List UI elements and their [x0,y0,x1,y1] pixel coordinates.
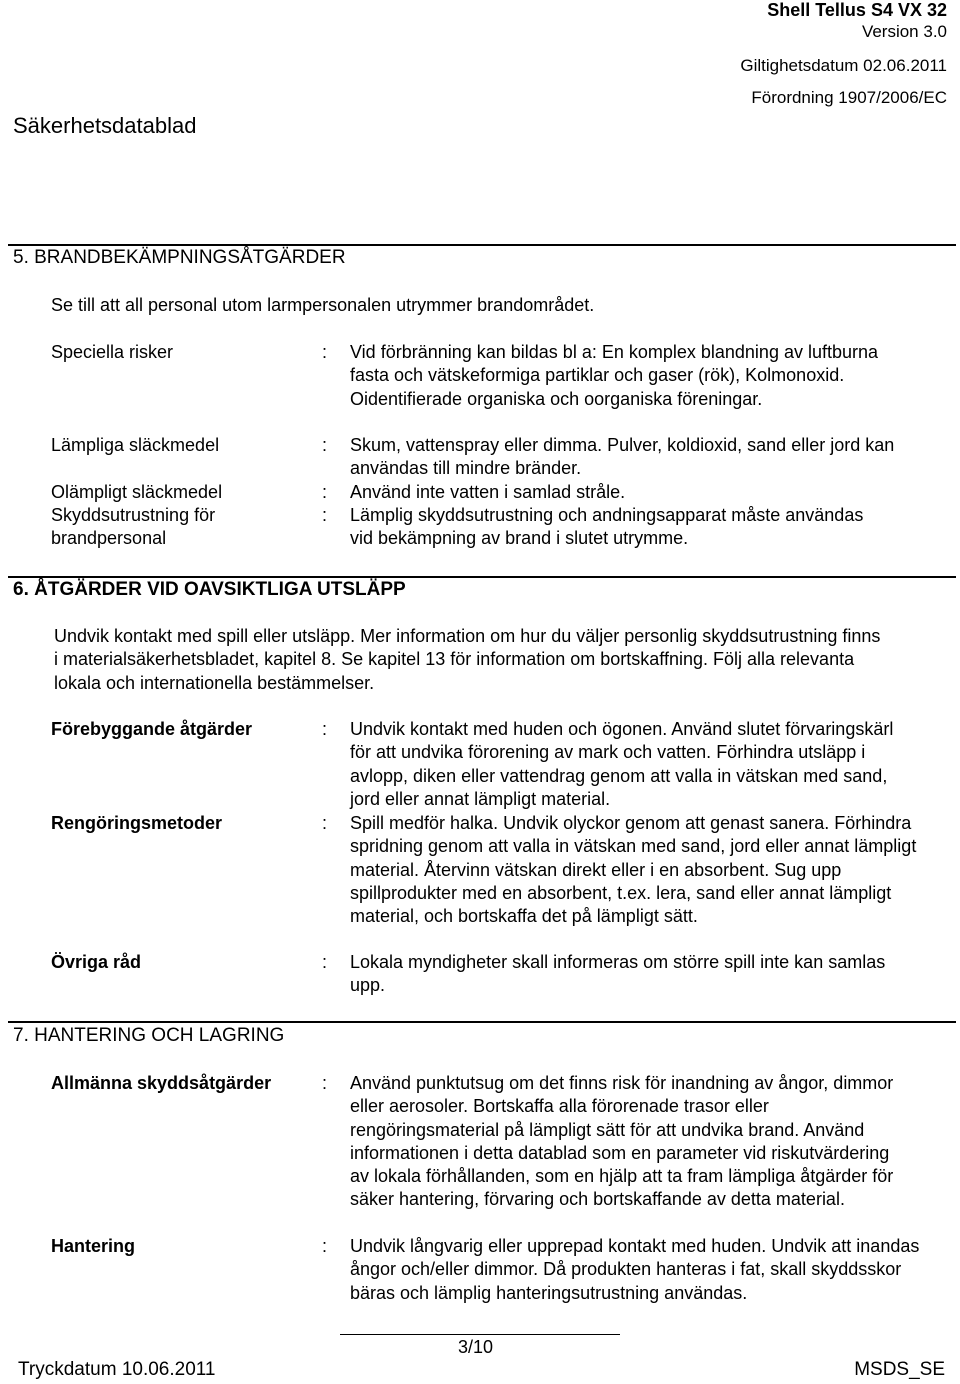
print-date: Tryckdatum 10.06.2011 [18,1359,216,1380]
document-title: Säkerhetsdatablad [13,113,197,138]
label-special-risks: Speciella risker [51,342,174,362]
separator-colon: : [322,1236,328,1256]
page-number: 3/10 [458,1337,494,1357]
separator-colon: : [322,505,328,525]
document-code: MSDS_SE [854,1359,945,1380]
label-general-precautions: Allmänna skyddsåtgärder [51,1073,272,1093]
separator-colon: : [322,435,328,455]
label-firefighter-protection: Skyddsutrustning för brandpersonal [51,505,216,549]
section-6-heading: 6. ÅTGÄRDER VID OAVSIKTLIGA UTSLÄPP [13,579,406,600]
value-general-precautions: Använd punktutsug om det finns risk för inandning av ångor, dimmor eller aerosoler. Bortskaffa alla förorenade trasor eller rengöringsmaterial på lämpligt sätt för att undvika brand. Använd informationen i detta datablad som en parameter vid riskutvärdering av lokala förhållanden, som en hjälp att ta fram lämpliga åtgärder för säker hantering, förvaring och bortskaffande av detta material. [350,1073,894,1210]
value-other-advice: Lokala myndigheter skall informeras om större spill inte kan samlas upp. [350,952,886,996]
value-cleanup-methods: Spill medför halka. Undvik olyckor genom att genast sanera. Förhindra spridning genom att valla in vätskan med sand, jord eller annat lämpligt material. Återvinn vätskan direkt eller i en absorbent. Sug upp spillprodukter med en absorbent, t.ex. lera, sand eller annat lämpligt material, och bortskaffa det på lämpligt sätt. [350,813,917,927]
separator-colon: : [322,1073,328,1093]
value-suitable-extinguishing: Skum, vattenspray eller dimma. Pulver, koldioxid, sand eller jord kan användas till mindre bränder. [350,435,895,479]
product-name: Shell Tellus S4 VX 32 [767,0,947,20]
value-special-risks: Vid förbränning kan bildas bl a: En komplex blandning av luftburna fasta och vätskeformiga partiklar och gaser (rök), Kolmonoxid. Oidentifierade organiska och oorganiska föreningar. [350,342,879,409]
value-unsuitable-extinguishing: Använd inte vatten i samlad stråle. [350,482,626,502]
section-divider [8,244,956,246]
section-divider [8,576,956,578]
separator-colon: : [322,952,328,972]
separator-colon: : [322,719,328,739]
value-handling: Undvik långvarig eller upprepad kontakt med huden. Undvik att inandas ångor och/eller dimmor. Då produkten hanteras i fat, skall skyddsskor bäras och lämplig hanteringsutrustning användas. [350,1236,920,1303]
label-handling: Hantering [51,1236,136,1256]
value-firefighter-protection: Lämplig skyddsutrustning och andningsapparat måste användas vid bekämpning av brand i slutet utrymme. [350,505,864,549]
validity-date: Giltighetsdatum 02.06.2011 [740,56,947,75]
separator-colon: : [322,342,328,362]
value-preventive-measures: Undvik kontakt med huden och ögonen. Använd slutet förvaringskärl för att undvika förorening av mark och vatten. Förhindra utsläpp i avlopp, diken eller vattendrag genom att valla in vätskan med sand, jord eller annat lämpligt material. [350,719,894,809]
label-preventive-measures: Förebyggande åtgärder [51,719,253,739]
separator-colon: : [322,813,328,833]
section-7-heading: 7. HANTERING OCH LAGRING [13,1025,285,1046]
section-6-intro: Undvik kontakt med spill eller utsläpp. Mer information om hur du väljer personlig skyddsutrustning finns i materialsäkerhetsbladet, kapitel 8. Se kapitel 13 för information om bortskaffning. Följ alla relevanta lokala och internationella bestämmelser. [54,626,881,693]
section-5-heading: 5. BRANDBEKÄMPNINGSÅTGÄRDER [13,247,346,268]
footer-divider [340,1334,620,1335]
section-divider [8,1021,956,1023]
label-suitable-extinguishing: Lämpliga släckmedel [51,435,220,455]
section-5-intro: Se till att all personal utom larmpersonalen utrymmer brandområdet. [51,295,595,315]
regulation-label: Förordning 1907/2006/EC [751,88,947,107]
label-other-advice: Övriga råd [51,952,142,972]
label-unsuitable-extinguishing: Olämpligt släckmedel [51,482,223,502]
label-cleanup-methods: Rengöringsmetoder [51,813,223,833]
separator-colon: : [322,482,328,502]
version-label: Version 3.0 [861,22,947,41]
